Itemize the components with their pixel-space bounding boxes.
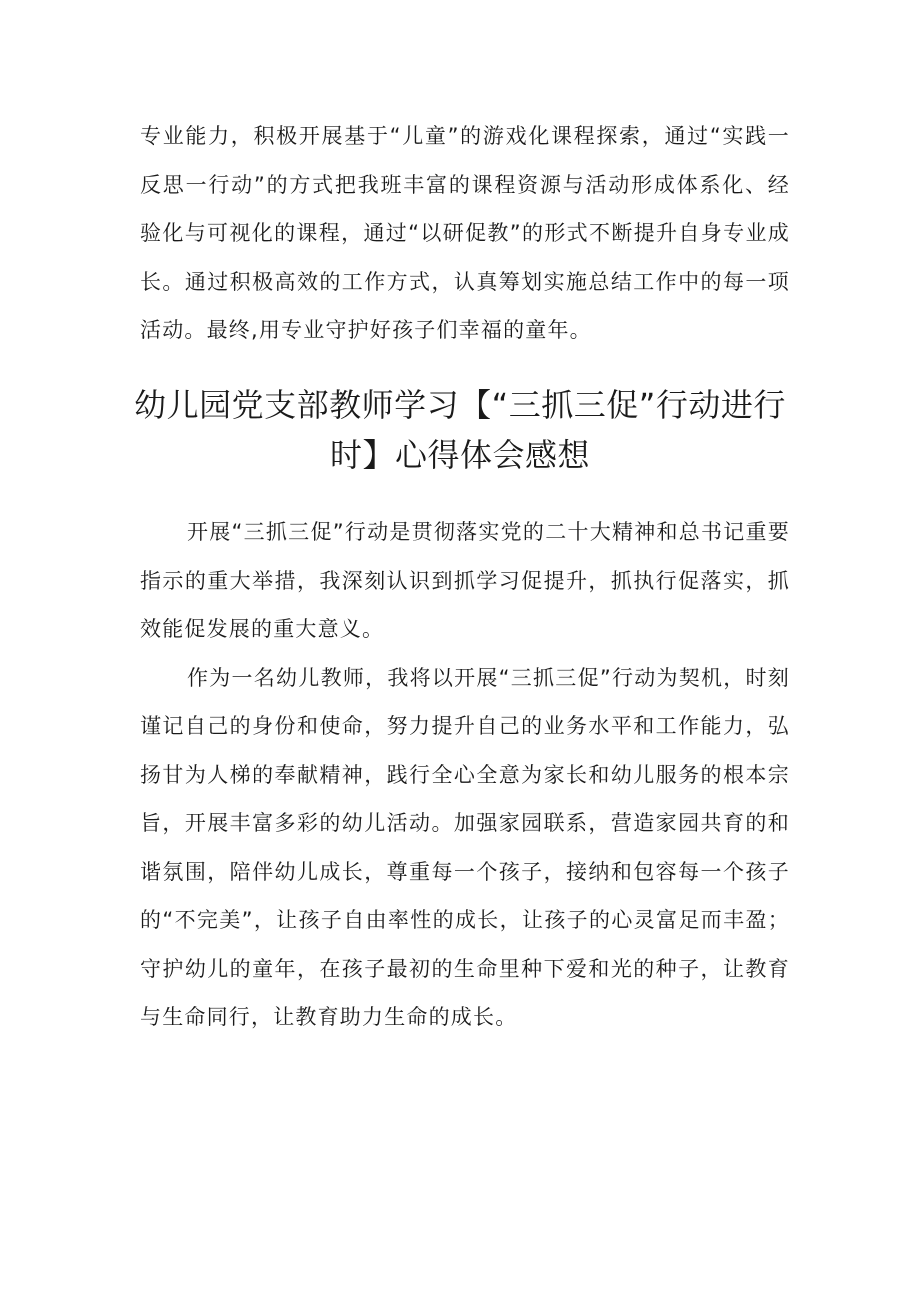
article-body xyxy=(140,508,790,1042)
previous-section-closing-paragraph: 专业能力，积极开展基于“儿童”的游戏化课程探索，通过“实践一反思一行动”的方式把我班丰富的课程资源与活动形成体系化、经验化与可视化的课程，通过“以研促教”的形式不断提升自身专业成长。通过积极高效的工作方式，认真筹划实施总结工作中的每一项活动。最终,用专业守护好孩子们幸福的童年。 xyxy=(140,124,790,342)
article-paragraph-2: 作为一名幼儿教师，我将以开展“三抓三促”行动为契机，时刻谨记自己的身份和使命，努力提升自己的业务水平和工作能力，弘扬甘为人梯的奉献精神，践行全心全意为家长和幼儿服务的根本宗旨，开展丰富多彩的幼儿活动。加强家园联系，营造家园共育的和谐氛围，陪伴幼儿成长，尊重每一个孩子，接纳和包容每一个孩子的“不完美”，让孩子自由率性的成长，让孩子的心灵富足而丰盈；守护幼儿的童年，在孩子最初的生命里种下爱和光的种子，让教育与生命同行，让教育助力生命的成长。 xyxy=(140,665,790,1029)
article-title: 幼儿园党支部教师学习【“三抓三促”行动进行时】心得体会感想 xyxy=(134,386,786,474)
article-paragraph-1: 开展“三抓三促”行动是贯彻落实党的二十大精神和总书记重要指示的重大举措，我深刻认识到抓学习促提升，抓执行促落实，抓效能促发展的重大意义。 xyxy=(140,520,790,641)
